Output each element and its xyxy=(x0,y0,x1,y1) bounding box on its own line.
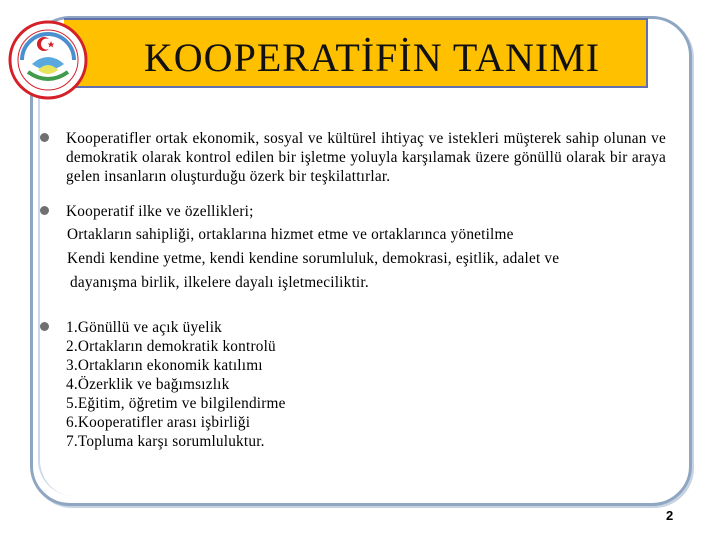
bullet-icon xyxy=(40,133,49,142)
slide-title: KOOPERATİFİN TANIMI xyxy=(143,35,601,80)
definition-text: Kooperatifler ortak ekonomik, sosyal ve kültürel ihtiyaç ve istekleri müşterek sahip olunan ve demokratik olarak kontrol edilen bir işletme yoluyla karşılamak üzere gönüllü olarak bir araya gelen insanların oluşturduğu özerk bir teşkilattırlar. xyxy=(66,130,666,185)
features-line: Kendi kendine yetme, kendi kendine sorumluluk, demokrasi, eşitlik, adalet ve xyxy=(67,250,560,267)
features-line: Ortakların sahipliği, ortaklarına hizmet etme ve ortaklarınca yönetilme xyxy=(67,226,514,243)
features-block xyxy=(66,202,559,292)
principle-line: 3.Ortakların ekonomik katılımı xyxy=(66,357,263,374)
bullet-icon xyxy=(40,322,49,331)
principle-line: 2.Ortakların demokratik kontrolü xyxy=(66,338,276,355)
features-heading: Kooperatif ilke ve özellikleri; xyxy=(66,203,254,220)
principle-line: 6.Kooperatifler arası işbirliği xyxy=(66,414,251,431)
features-line: dayanışma birlik, ilkelere dayalı işletmeciliktir. xyxy=(70,274,369,291)
principles-list xyxy=(66,318,286,451)
cooperative-emblem-icon xyxy=(8,20,88,100)
bullet-icon xyxy=(40,206,49,215)
principle-line: 7.Topluma karşı sorumluluktur. xyxy=(66,433,265,450)
title-bar xyxy=(98,18,648,88)
principle-line: 5.Eğitim, öğretim ve bilgilendirme xyxy=(66,395,286,412)
page-number: 2 xyxy=(666,508,674,523)
principle-line: 1.Gönüllü ve açık üyelik xyxy=(66,319,223,336)
principle-line: 4.Özerklik ve bağımsızlık xyxy=(66,376,230,393)
